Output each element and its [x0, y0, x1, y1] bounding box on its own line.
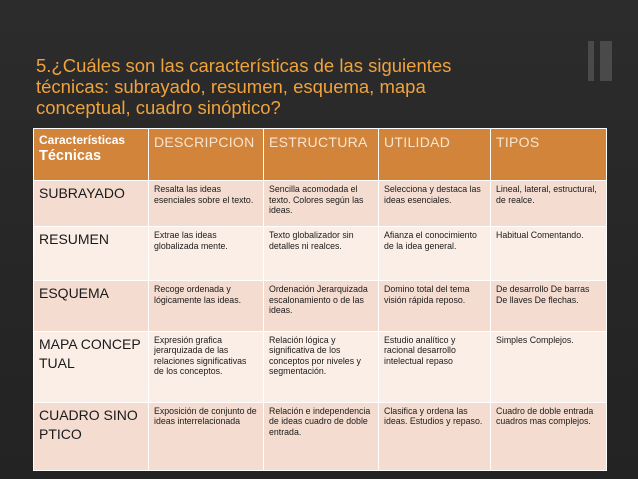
- corner-label: Técnicas: [39, 148, 102, 164]
- table-cell: Habitual Comentando.: [491, 227, 607, 281]
- row-label: CUADRO SINOPTICO: [34, 402, 149, 470]
- decorative-bar: [600, 41, 612, 81]
- table-cell: Afianza el conocimiento de la idea general.: [379, 227, 491, 281]
- table-row: [34, 281, 607, 331]
- table-cell: Cuadro de doble entrada cuadros mas complejos.: [491, 402, 607, 470]
- corner-header: [34, 129, 149, 181]
- table-cell: Ordenación Jerarquizada escalonamiento o de las ideas.: [264, 281, 379, 331]
- table-row: [34, 227, 607, 281]
- row-label: SUBRAYADO: [34, 181, 149, 227]
- table-cell: Selecciona y destaca las ideas esenciales.: [379, 181, 491, 227]
- table-cell: Extrae las ideas globalizada mente.: [149, 227, 264, 281]
- table-cell: Domino total del tema visión rápida reposo.: [379, 281, 491, 331]
- column-header: TIPOS: [491, 129, 607, 181]
- table-header-row: [34, 129, 607, 181]
- table-cell: Texto globalizador sin detalles ni realces.: [264, 227, 379, 281]
- row-label: RESUMEN: [34, 227, 149, 281]
- table-cell: Exposición de conjunto de ideas interrelacionada: [149, 402, 264, 470]
- title-line: conceptual, cuadro sinóptico?: [36, 97, 281, 118]
- corner-label: Características: [39, 133, 126, 147]
- table-cell: Clasifica y ordena las ideas. Estudios y repaso.: [379, 402, 491, 470]
- title-line: técnicas: subrayado, resumen, esquema, mapa: [36, 76, 426, 97]
- table-row: [34, 331, 607, 402]
- slide-title: [36, 55, 556, 118]
- table-cell: Simples Complejos.: [491, 331, 607, 402]
- decorative-bar: [588, 41, 594, 81]
- table-cell: Lineal, lateral, estructural, de realce.: [491, 181, 607, 227]
- techniques-table: [33, 128, 607, 471]
- column-header: ESTRUCTURA: [264, 129, 379, 181]
- table-cell: Relación lógica y significativa de los conceptos por niveles y segmentación.: [264, 331, 379, 402]
- table-cell: Recoge ordenada y lógicamente las ideas.: [149, 281, 264, 331]
- column-header: DESCRIPCION: [149, 129, 264, 181]
- table-cell: Estudio analítico y racional desarrollo intelectual repaso: [379, 331, 491, 402]
- table-cell: De desarrollo De barras De llaves De flechas.: [491, 281, 607, 331]
- table-cell: Expresión grafica jerarquizada de las relaciones significativas de los conceptos.: [149, 331, 264, 402]
- table-cell: Sencilla acomodada el texto. Colores según las ideas.: [264, 181, 379, 227]
- column-header: UTILIDAD: [379, 129, 491, 181]
- table-row: [34, 181, 607, 227]
- title-line: 5.¿Cuáles son las características de las siguientes: [36, 55, 452, 76]
- table-row: [34, 402, 607, 470]
- row-label: ESQUEMA: [34, 281, 149, 331]
- table-cell: Relación e independencia de ideas cuadro de doble entrada.: [264, 402, 379, 470]
- table-cell: Resalta las ideas esenciales sobre el texto.: [149, 181, 264, 227]
- row-label: MAPA CONCEPTUAL: [34, 331, 149, 402]
